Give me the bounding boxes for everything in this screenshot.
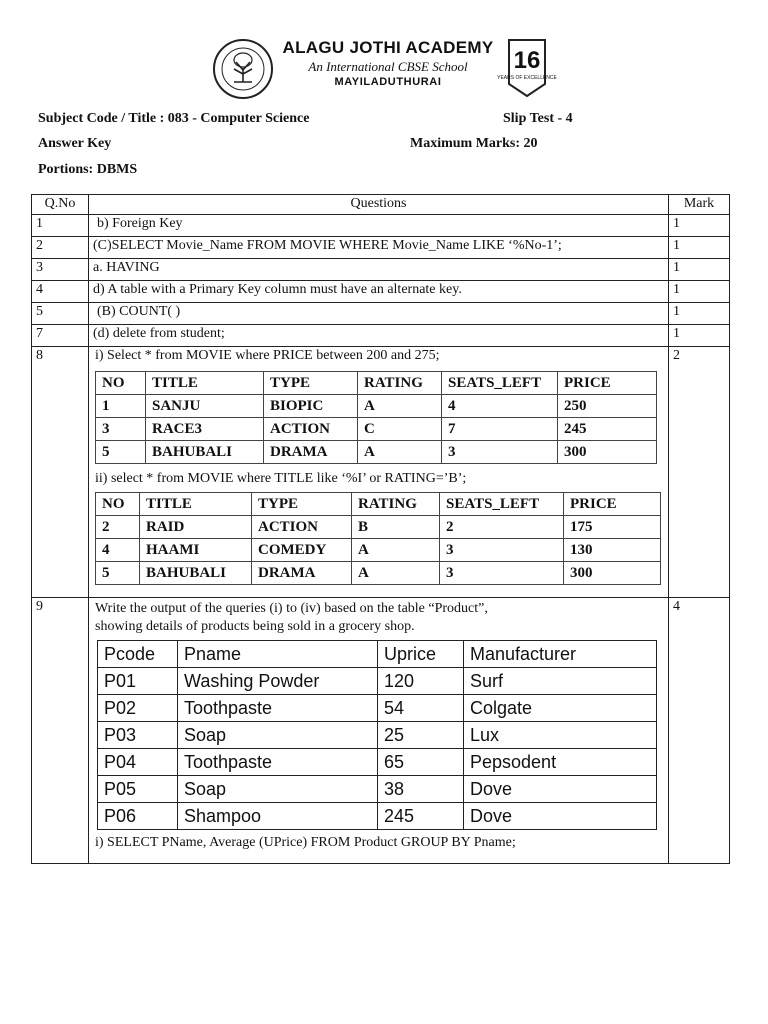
result-header-cell: PRICE: [564, 493, 661, 516]
answer-text: (d) delete from student;: [93, 326, 225, 341]
portions-label: Portions: DBMS: [38, 162, 138, 177]
answer-text: (B) COUNT( ): [97, 304, 181, 319]
result-header-cell: SEATS_LEFT: [442, 372, 558, 395]
subject-title: Subject Code / Title : 083 - Computer Science: [38, 111, 310, 126]
product-table: [97, 640, 657, 830]
table-row: [32, 237, 730, 259]
result-row: [96, 562, 661, 585]
result-cell: 130: [564, 539, 661, 562]
qno-cell: 5: [32, 303, 89, 325]
answer-cell: [89, 303, 669, 325]
school-logo: [212, 38, 274, 100]
answer-text: b) Foreign Key: [97, 216, 183, 231]
result-cell: BAHUBALI: [140, 562, 252, 585]
result-cell: 2: [96, 516, 140, 539]
qno-cell: 1: [32, 215, 89, 237]
slip-test-label: Slip Test - 4: [503, 111, 573, 126]
result-cell: 5: [96, 562, 140, 585]
result-cell: 7: [442, 418, 558, 441]
result-header-cell: NO: [96, 372, 146, 395]
result-cell: 5: [96, 441, 146, 464]
product-cell: 38: [378, 776, 464, 803]
product-cell: Toothpaste: [178, 695, 378, 722]
result-row: [96, 516, 661, 539]
q8-part-ii-query: ii) select * from MOVIE where TITLE like ‘%I’ or RATING=’B’;: [95, 471, 467, 486]
mark-cell: 1: [669, 259, 730, 281]
qno-cell: 9: [32, 598, 89, 864]
table-row: [32, 325, 730, 347]
answer-cell: [89, 259, 669, 281]
result-cell: 4: [96, 539, 140, 562]
product-cell: Soap: [178, 776, 378, 803]
movie-result-table-i: [95, 371, 657, 464]
result-cell: A: [352, 562, 440, 585]
result-header-cell: RATING: [358, 372, 442, 395]
mark-cell: 1: [669, 325, 730, 347]
product-row: [98, 776, 657, 803]
result-row: [96, 441, 657, 464]
result-cell: 3: [96, 418, 146, 441]
qno-cell: 2: [32, 237, 89, 259]
answer-cell: [89, 237, 669, 259]
result-cell: 1: [96, 395, 146, 418]
mark-cell: 1: [669, 237, 730, 259]
product-cell: Shampoo: [178, 803, 378, 830]
result-cell: HAAMI: [140, 539, 252, 562]
result-cell: 3: [440, 562, 564, 585]
badge-caption: YEARS OF EXCELLENCE: [497, 75, 557, 81]
school-header: [0, 34, 768, 104]
q8-part-i-query: i) Select * from MOVIE where PRICE between 200 and 275;: [95, 348, 440, 363]
answer-text: a. HAVING: [93, 260, 160, 275]
product-cell: 245: [378, 803, 464, 830]
result-header-row: [96, 372, 657, 395]
result-cell: 4: [442, 395, 558, 418]
table-header-row: [32, 195, 730, 215]
product-cell: P01: [98, 668, 178, 695]
result-cell: ACTION: [264, 418, 358, 441]
result-cell: 300: [558, 441, 657, 464]
result-row: [96, 418, 657, 441]
product-cell: Dove: [464, 803, 657, 830]
qno-cell: 7: [32, 325, 89, 347]
product-cell: P06: [98, 803, 178, 830]
qno-cell: 8: [32, 347, 89, 598]
product-header-cell: Manufacturer: [464, 641, 657, 668]
result-cell: DRAMA: [264, 441, 358, 464]
result-cell: ACTION: [252, 516, 352, 539]
product-header-cell: Pcode: [98, 641, 178, 668]
school-tagline: An International CBSE School: [308, 59, 468, 74]
header-qno: Q.No: [32, 195, 89, 215]
result-cell: 3: [440, 539, 564, 562]
result-header-cell: TYPE: [264, 372, 358, 395]
anniversary-badge: [497, 38, 557, 98]
table-row-q8: [32, 347, 730, 598]
result-cell: A: [358, 395, 442, 418]
badge-number: 16: [513, 47, 541, 74]
product-cell: P04: [98, 749, 178, 776]
mark-cell: 4: [669, 598, 730, 864]
product-row: [98, 668, 657, 695]
max-marks-label: Maximum Marks: 20: [410, 136, 538, 151]
result-cell: 175: [564, 516, 661, 539]
product-cell: 25: [378, 722, 464, 749]
product-cell: Pepsodent: [464, 749, 657, 776]
answer-table: [31, 194, 730, 864]
result-cell: COMEDY: [252, 539, 352, 562]
result-cell: 300: [564, 562, 661, 585]
result-cell: A: [352, 539, 440, 562]
result-cell: SANJU: [146, 395, 264, 418]
result-cell: DRAMA: [252, 562, 352, 585]
result-header-cell: SEATS_LEFT: [440, 493, 564, 516]
result-header-cell: TITLE: [140, 493, 252, 516]
result-cell: B: [352, 516, 440, 539]
result-header-row: [96, 493, 661, 516]
mark-cell: 1: [669, 281, 730, 303]
mark-cell: 1: [669, 303, 730, 325]
answer-text: d) A table with a Primary Key column must have an alternate key.: [93, 282, 462, 297]
result-cell: C: [358, 418, 442, 441]
answer-cell: [89, 281, 669, 303]
qno-cell: 4: [32, 281, 89, 303]
product-header-cell: Pname: [178, 641, 378, 668]
answer-cell-q9: [89, 598, 669, 864]
result-row: [96, 539, 661, 562]
result-cell: BAHUBALI: [146, 441, 264, 464]
qno-cell: 3: [32, 259, 89, 281]
product-cell: Soap: [178, 722, 378, 749]
result-cell: A: [358, 441, 442, 464]
product-cell: 65: [378, 749, 464, 776]
answer-cell-q8: [89, 347, 669, 598]
result-cell: 250: [558, 395, 657, 418]
product-row: [98, 749, 657, 776]
table-row: [32, 215, 730, 237]
answer-cell: [89, 325, 669, 347]
result-header-cell: PRICE: [558, 372, 657, 395]
result-header-cell: RATING: [352, 493, 440, 516]
product-row: [98, 695, 657, 722]
product-cell: Washing Powder: [178, 668, 378, 695]
result-cell: RAID: [140, 516, 252, 539]
product-cell: P02: [98, 695, 178, 722]
product-cell: Colgate: [464, 695, 657, 722]
product-cell: 120: [378, 668, 464, 695]
result-cell: 3: [442, 441, 558, 464]
mark-cell: 2: [669, 347, 730, 598]
table-row: [32, 259, 730, 281]
q9-text-line1: Write the output of the queries (i) to (iv) based on the table “Product”,: [95, 601, 488, 617]
movie-result-table-ii: [95, 492, 661, 585]
table-row-q9: [32, 598, 730, 864]
q9-text-line2: showing details of products being sold in a grocery shop.: [95, 619, 415, 635]
result-cell: RACE3: [146, 418, 264, 441]
product-header-row: [98, 641, 657, 668]
result-header-cell: NO: [96, 493, 140, 516]
product-header-cell: Uprice: [378, 641, 464, 668]
product-cell: P05: [98, 776, 178, 803]
product-cell: P03: [98, 722, 178, 749]
result-row: [96, 395, 657, 418]
result-cell: 2: [440, 516, 564, 539]
result-cell: 245: [558, 418, 657, 441]
q9-query-i: i) SELECT PName, Average (UPrice) FROM Product GROUP BY Pname;: [95, 835, 516, 851]
header-mark: Mark: [669, 195, 730, 215]
mark-cell: 1: [669, 215, 730, 237]
school-place: MAYILADUTHURAI: [334, 76, 442, 88]
product-cell: 54: [378, 695, 464, 722]
answer-cell: [89, 215, 669, 237]
answer-key-label: Answer Key: [38, 136, 112, 151]
product-cell: Toothpaste: [178, 749, 378, 776]
product-row: [98, 722, 657, 749]
product-cell: Surf: [464, 668, 657, 695]
product-cell: Dove: [464, 776, 657, 803]
product-row: [98, 803, 657, 830]
answer-text: (C)SELECT Movie_Name FROM MOVIE WHERE Movie_Name LIKE ‘%No-1’;: [93, 238, 562, 253]
result-header-cell: TYPE: [252, 493, 352, 516]
result-cell: BIOPIC: [264, 395, 358, 418]
table-row: [32, 281, 730, 303]
product-cell: Lux: [464, 722, 657, 749]
header-questions: Questions: [89, 195, 669, 215]
table-row: [32, 303, 730, 325]
school-name: ALAGU JOTHI ACADEMY: [282, 38, 494, 57]
result-header-cell: TITLE: [146, 372, 264, 395]
